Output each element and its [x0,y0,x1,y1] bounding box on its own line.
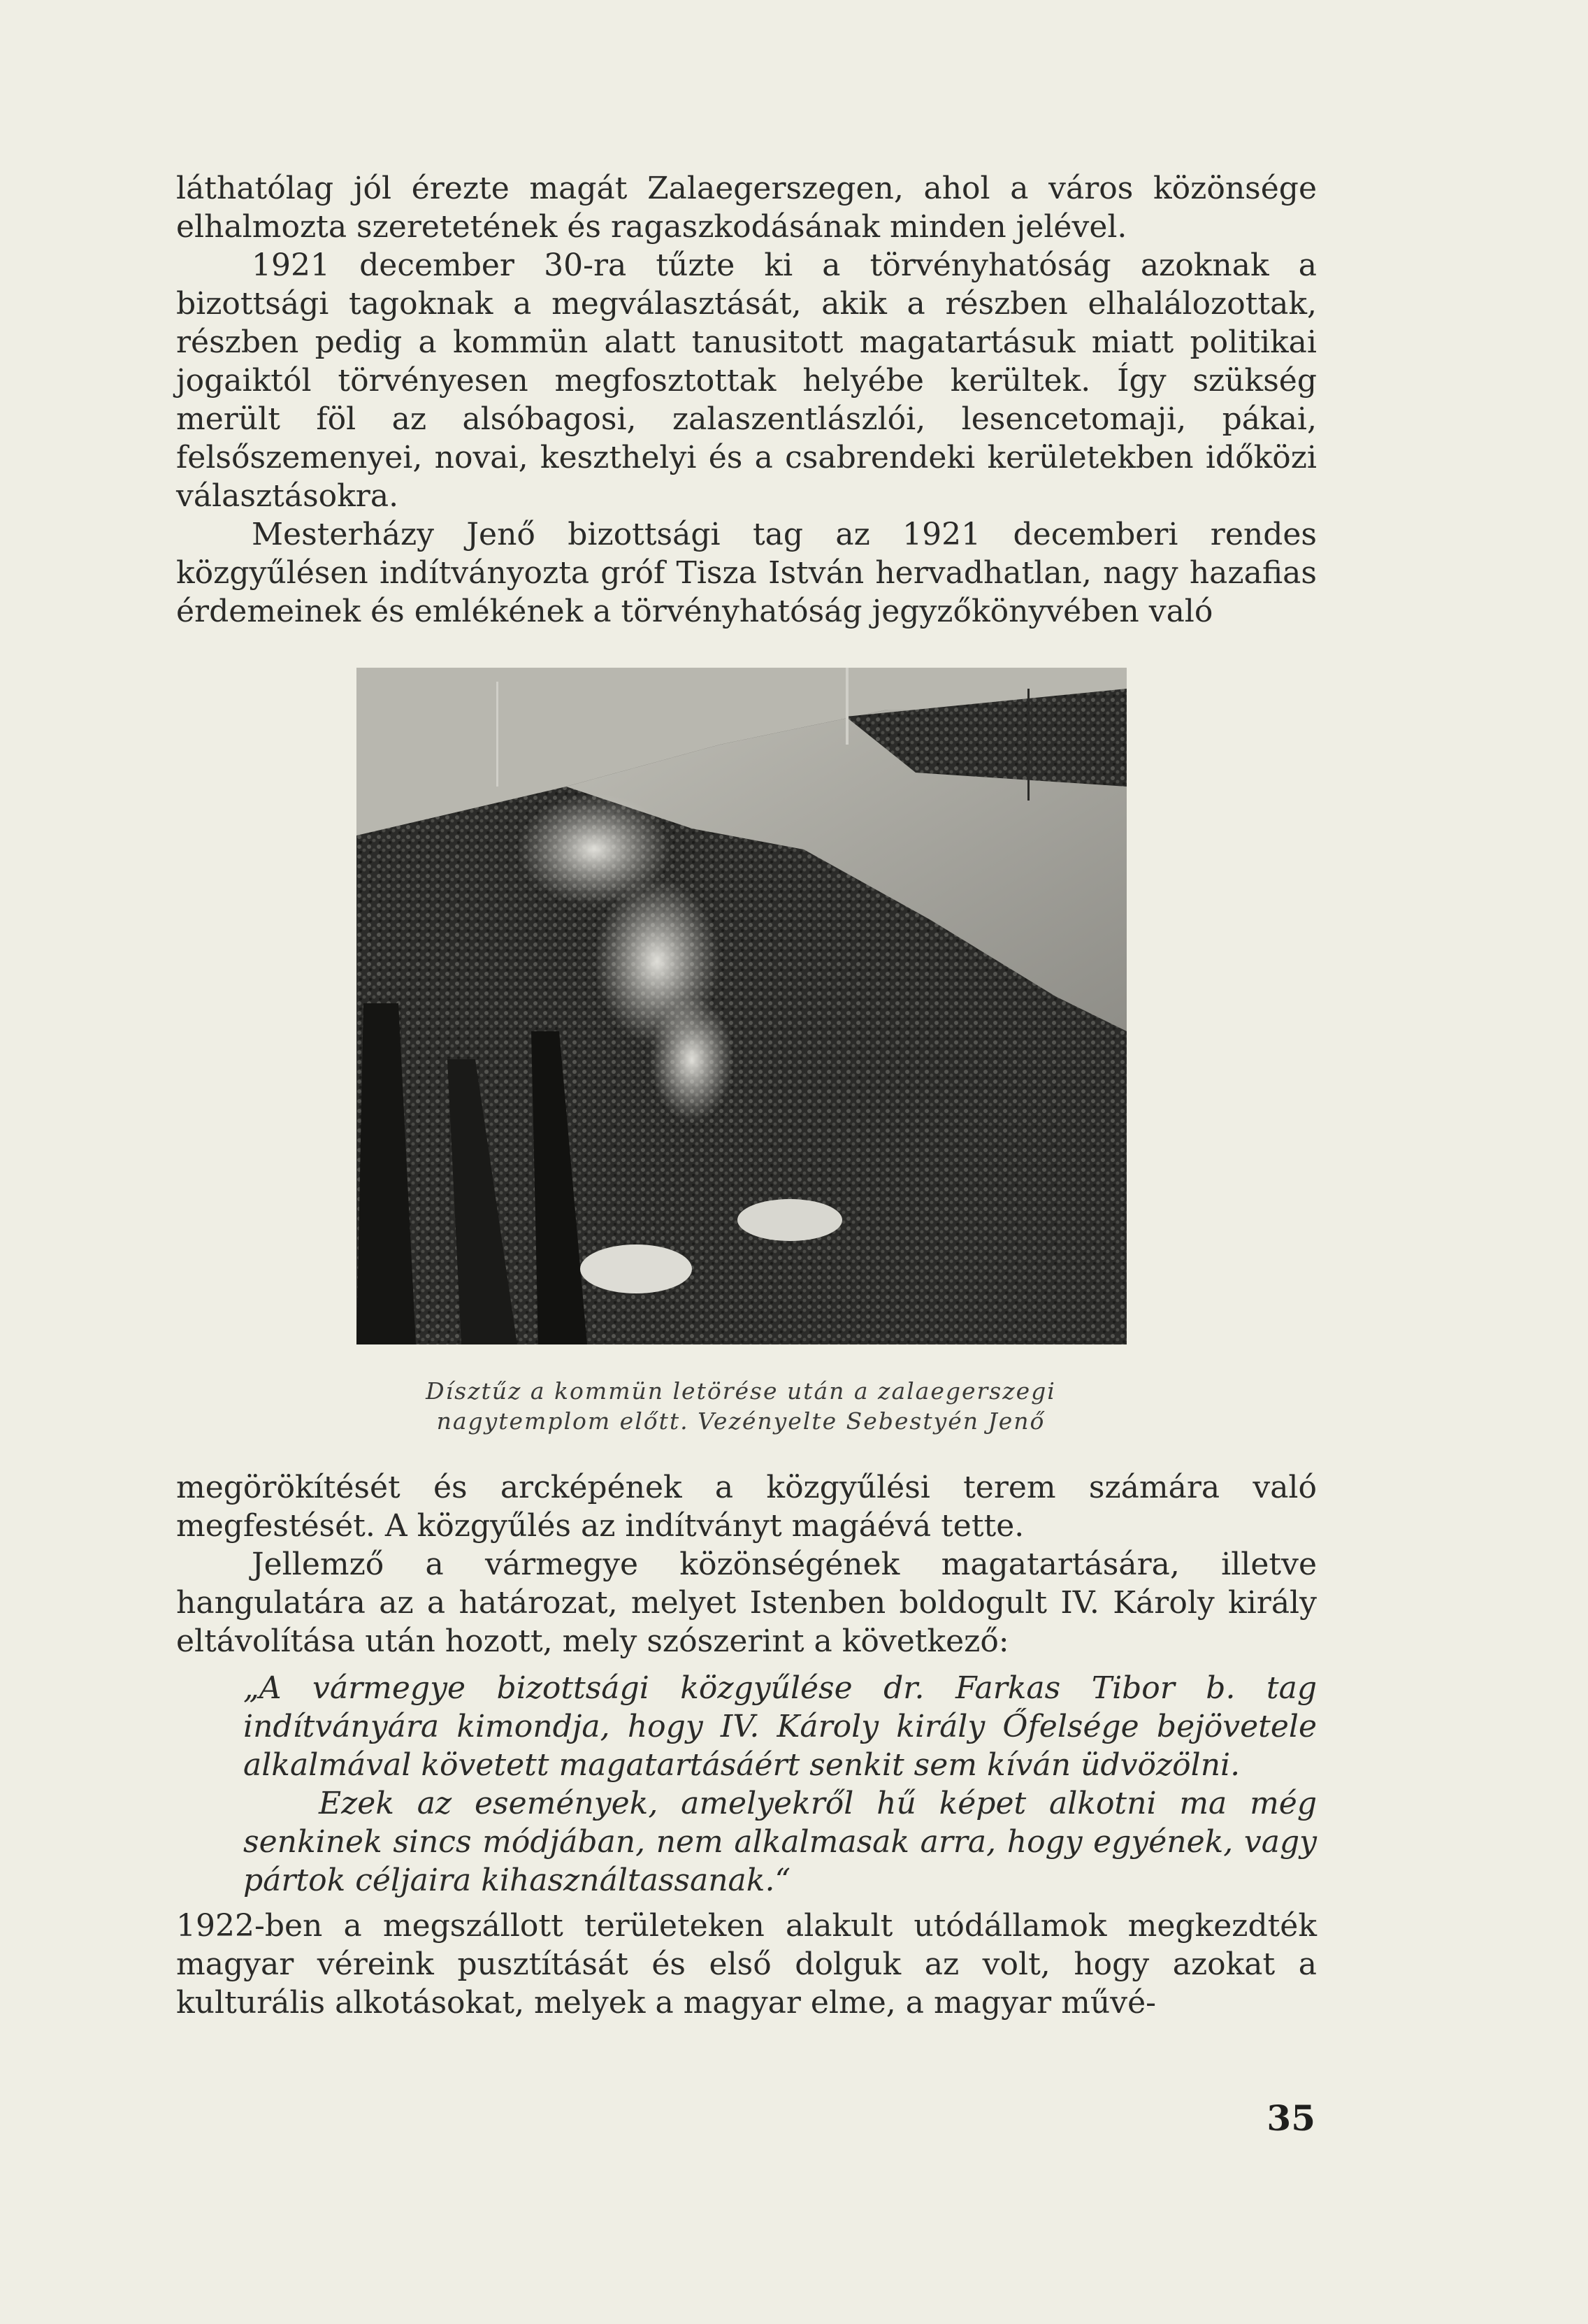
photo-caption [308,1376,1174,1436]
bottom-text-block [176,1468,1317,2022]
paragraph-5: Jellemző a vármegye közönségének magatartására, illetve hangulatára az a határozat, melyet Istenben boldogult IV. Károly király eltávolítása után hozott, mely szószerint a következő: [176,1547,1317,1659]
photo-illustration [356,668,1127,1344]
paragraph-3: Mesterházy Jenő bizottsági tag az 1921 decemberi rendes közgyűlésen indítványozta gróf Tisza István hervadhatlan, nagy hazafias érdemeinek és emlékének a törvényhatóság jegyzőkönyvében való [176,517,1317,629]
quote-paragraph-1: „A vármegye bizottsági közgyűlése dr. Farkas Tibor b. tag indítványára kimondja, hogy IV. Károly király Őfelsége bejövetele alkalmával követett magatartásáért senkit sem kíván üdvözölni. [243,1670,1317,1783]
quotation-block [176,1669,1317,1900]
historical-photo [356,668,1127,1344]
top-text-block [176,169,1317,631]
paragraph-2: 1921 december 30-ra tűzte ki a törvényhatóság azoknak a bizottsági tagoknak a megválasztását, akik a részben elhalálozottak, részben pedig a kommün alatt tanusitott magatartásuk miatt politikai jogaiktól törvényesen megfosztottak helyébe kerültek. Így szükség merült föl az alsóbagosi, zalaszentlászlói, lesencetomaji, pákai, felsőszemenyei, novai, keszthelyi és a csabrendeki kerületekben időközi választásokra. [176,248,1317,514]
paragraph-1: láthatólag jól érezte magát Zalaegerszegen, ahol a város közönsége elhalmozta szeretetének és ragaszkodásának minden jelével. [176,171,1317,245]
caption-line-1: Dísztűz a kommün letörése után a zalaegerszegi [426,1377,1056,1405]
paragraph-6: 1922-ben a megszállott területeken alakult utódállamok megkezdték magyar véreink pusztítását és első dolguk az volt, hogy azokat a kulturális alkotásokat, melyek a magyar elme, a magyar művé- [176,1908,1317,2021]
caption-line-2: nagytemplom előtt. Vezényelte Sebestyén Jenő [436,1407,1046,1435]
page-number: 35 [1266,2097,1315,2139]
paragraph-4: megörökítését és arcképének a közgyűlési terem számára való megfestését. A közgyűlés az indítványt magáévá tette. [176,1470,1317,1544]
quote-paragraph-2: Ezek az események, amelyekről hű képet alkotni ma még senkinek sincs módjában, nem alkalmasak arra, hogy egyének, vagy pártok céljaira kihasználtassanak.“ [243,1786,1317,1898]
